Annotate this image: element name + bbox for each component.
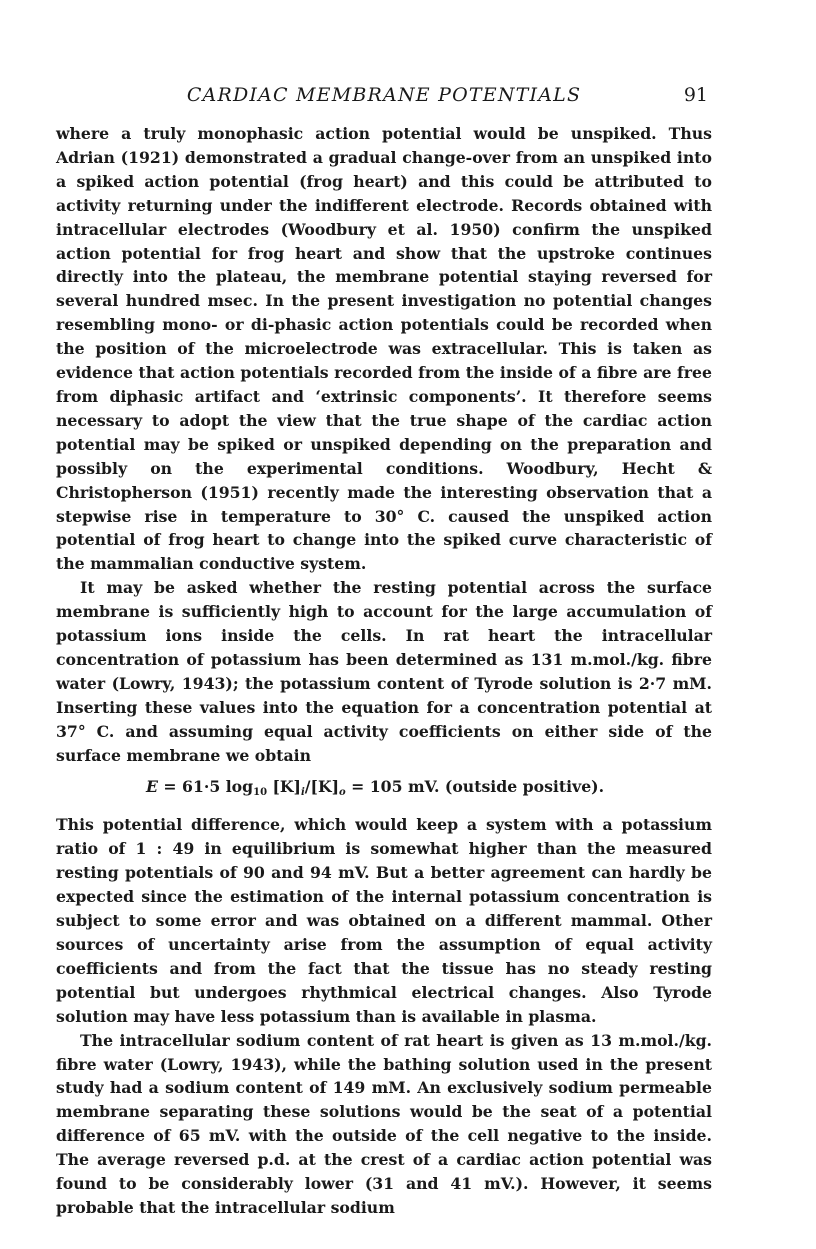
equation-variable-e: E [146, 777, 158, 797]
article-body [56, 122, 712, 1220]
equation-k-inside: [K] [267, 777, 301, 797]
equation-k-outside: /[K] [304, 777, 340, 797]
equation-equals-log: = 61·5 log [157, 777, 254, 797]
running-head [56, 84, 712, 114]
equation-log-base: 10 [253, 787, 268, 799]
paragraph-3: This potential difference, which would keep a system with a potassium ratio of 1 : 49 in equilibrium is somewhat higher than the measured resting potentials of 90 and 94 mV. But a better agreement can hardly be expected since the estimation of the internal potassium concentration is subject to some error and was obtained on a different mammal. Other sources of uncertainty arise from the assumption of equal activity coefficients and from the fact that the tissue has no steady resting potential but undergoes rhythmical electrical changes. Also Tyrode solution may have less potassium than is available in plasma. [56, 815, 712, 1026]
nernst-equation [56, 775, 712, 805]
page-number: 91 [683, 84, 708, 106]
paragraph-2: It may be asked whether the resting potential across the surface membrane is sufficiently high to account for the large accumulation of potassium ions inside the cells. In rat heart the intracellular concentration of potassium has been determined as 131 m.mol./kg. fibre water (Lowry, 1943); the potassium content of Tyrode solution is 2·7 mM. Inserting these values into the equation for a concentration potential at 37° C. and assuming equal activity coefficients on either side of the surface membrane we obtain [56, 578, 712, 765]
equation-subscript-o: o [339, 787, 346, 799]
equation-result: = 105 mV. (outside positive). [345, 777, 605, 797]
paragraph-4: The intracellular sodium content of rat heart is given as 13 m.mol./kg. fibre water (Lowry, 1943), while the bathing solution used in the present study had a sodium content of 149 mM. An exclusively sodium permeable membrane separating these solutions would be the seat of a potential difference of 65 mV. with the outside of the cell negative to the inside. The average reversed p.d. at the crest of a cardiac action potential was found to be considerably lower (31 and 41 mV.). However, it seems probable that the intracellular sodium [56, 1030, 712, 1217]
paragraph-1: where a truly monophasic action potential would be unspiked. Thus Adrian (1921) demonstrated a gradual change-over from an unspiked into a spiked action potential (frog heart) and this could be attributed to activity returning under the indifferent electrode. Records obtained with intracellular electrodes (Woodbury et al. 1950) confirm the unspiked action potential for frog heart and show that the upstroke continues directly into the plateau, the membrane potential staying reversed for several hundred msec. In the present investigation no potential changes resembling mono- or di-phasic action potentials could be recorded when the position of the microelectrode was extracellular. This is taken as evidence that action potentials recorded from the inside of a fibre are free from diphasic artifact and ‘extrinsic components’. It therefore seems necessary to adopt the view that the true shape of the cardiac action potential may be spiked or unspiked depending on the preparation and possibly on the experimental conditions. Woodbury, Hecht & Christopherson (1951) recently made the interesting observation that a stepwise rise in temperature to 30° C. caused the unspiked action potential of frog heart to change into the spiked curve characteristic of the mammalian conductive system. [56, 124, 712, 574]
running-title: CARDIAC MEMBRANE POTENTIALS [186, 84, 582, 106]
equation-subscript-i: i [300, 787, 305, 799]
